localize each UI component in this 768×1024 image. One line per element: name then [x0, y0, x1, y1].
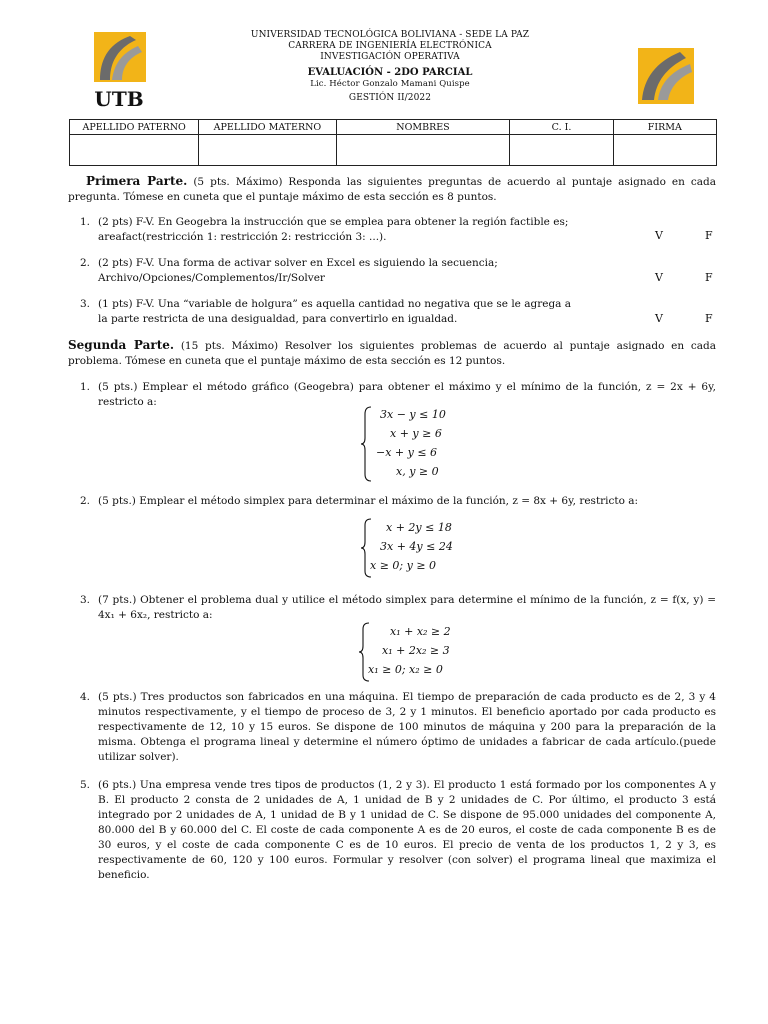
part2-intro-text: (15 pts. Máximo) Resolver los siguientes problemas de acuerdo al puntaje asignado en cada problema. Tómese en cuneta que el puntaje máximo de esta sección es 12 puntos.	[68, 340, 716, 367]
professor-name: Lic. Héctor Gonzalo Mamani Quispe	[310, 79, 470, 89]
part1-item-3: 3. (1 pts) F-V. Una “variable de holgura” es aquella cantidad no negativa que se le agrega a la parte restricta de una desigualdad, para convertirlo en igualdad.	[80, 298, 572, 325]
system-1	[360, 406, 480, 482]
svg-text:UTB: UTB	[94, 87, 144, 110]
university-name: UNIVERSIDAD TECNOLÓGICA BOLIVIANA - SEDE LA PAZ	[250, 30, 530, 40]
system-2	[360, 518, 480, 578]
option-f-3[interactable]: F	[705, 312, 713, 325]
system-3-row-1: x₁ + x₂ ≥ 2	[390, 625, 451, 638]
part1-intro-text: (5 pts. Máximo) Responda las siguientes preguntas de acuerdo al puntaje asignado en cada pregunta. Tómese en cuneta que el puntaje máximo de esta sección es 8 puntos.	[68, 176, 716, 203]
part1-item-2: 2. (2 pts) F-V. Una forma de activar solver en Excel es siguiendo la secuencia; Archivo/Opciones/Complementos/Ir/Solver	[80, 257, 498, 284]
part2-item-3: 3. (7 pts.) Obtener el problema dual y utilice el método simplex para determine el mínimo de la función, z = f(x, y) = 4x₁ + 6x₂, restricto a:	[80, 594, 716, 621]
system-1-row-1: 3x − y ≤ 10	[380, 408, 446, 421]
part1-title: Primera Parte.	[86, 174, 188, 188]
field-apellido-paterno[interactable]	[70, 135, 199, 166]
student-info-table	[69, 119, 717, 166]
part2-item-5: 5. (6 pts.) Una empresa vende tres tipos de productos (1, 2 y 3). El producto 1 está formado por los componentes A y B. El producto 2 consta de 2 unidades de A, 1 unidad de B y 2 unidades de C. Por último, el producto 3 está integrado por 2 unidades de A, 1 unidad de B y 1 unidad de C. Se dispone de 95.000 unidades del componente A, 80.000 del B y 60.000 del C. El coste de cada componente A es de 20 euros, el coste de cada componente B es de 30 euros, y el coste de cada componente C es de 10 euros. El precio de venta de los productos 1, 2 y 3, es respectivamente de 60, 120 y 100 euros. Formular y resolver (con solver) el programa lineal que maximiza el beneficio.	[80, 779, 716, 881]
system-2-row-1: x + 2y ≤ 18	[386, 521, 452, 534]
field-nombres[interactable]	[336, 135, 510, 166]
system-3-row-3: x₁ ≥ 0; x₂ ≥ 0	[368, 663, 443, 676]
system-1-row-4: x, y ≥ 0	[396, 465, 439, 478]
field-firma[interactable]	[613, 135, 716, 166]
system-2-row-2: 3x + 4y ≤ 24	[380, 540, 453, 553]
col-firma: FIRMA	[613, 120, 716, 135]
career-name: CARRERA DE INGENIERÍA ELECTRÓNICA	[288, 41, 492, 51]
col-nombres: NOMBRES	[336, 120, 510, 135]
option-f-1[interactable]: F	[705, 229, 713, 242]
col-apellido-materno: APELLIDO MATERNO	[199, 120, 336, 135]
exam-title: EVALUACIÓN - 2DO PARCIAL	[307, 67, 473, 78]
subject-name: INVESTIGACIÓN OPERATIVA	[320, 52, 460, 62]
system-1-row-2: x + y ≥ 6	[390, 427, 442, 440]
header-block	[210, 30, 570, 104]
system-2-row-3: x ≥ 0; y ≥ 0	[370, 559, 437, 572]
col-ci: C. I.	[510, 120, 613, 135]
part2-title: Segunda Parte.	[68, 338, 175, 352]
part2-intro	[68, 338, 716, 369]
option-v-3[interactable]: V	[655, 312, 663, 325]
utb-logo	[86, 30, 152, 110]
part1-item-1: 1. (2 pts) F-V. En Geogebra la instrucción que se emplea para obtener la región factible es; areafact(restricción 1: restricción 2: restricción 3: ...).	[80, 216, 569, 243]
part2-item-4: 4. (5 pts.) Tres productos son fabricados en una máquina. El tiempo de preparación de cada producto es de 2, 3 y 4 minutos respectivamente, y el tiempo de proceso de 3, 2 y 1 minutos. El beneficio aportado por cada producto es respectivamente de 12, 10 y 15 euros. Se dispone de 100 minutos de máquina y 200 para la preparación de la misma. Obtenga el programa lineal y determine el número óptimo de unidades a fabricar de cada artículo.(puede utilizar solver).	[80, 691, 716, 763]
col-apellido-paterno: APELLIDO PATERNO	[70, 120, 199, 135]
option-v-2[interactable]: V	[655, 271, 663, 284]
part1-intro	[68, 174, 716, 205]
utb-logo-right	[634, 46, 698, 106]
field-apellido-materno[interactable]	[199, 135, 336, 166]
option-v-1[interactable]: V	[655, 229, 663, 242]
term: GESTIÓN II/2022	[348, 93, 432, 103]
system-3	[358, 622, 478, 682]
option-f-2[interactable]: F	[705, 271, 713, 284]
system-1-row-3: −x + y ≤ 6	[376, 446, 438, 459]
field-ci[interactable]	[510, 135, 613, 166]
part2-item-1: 1. (5 pts.) Emplear el método gráfico (Geogebra) para obtener el máximo y el mínimo de la función, z = 2x + 6y, restricto a:	[80, 381, 716, 408]
system-3-row-2: x₁ + 2x₂ ≥ 3	[382, 644, 450, 657]
part2-item-2: 2. (5 pts.) Emplear el método simplex para determinar el máximo de la función, z = 8x + 6y, restricto a:	[80, 495, 639, 507]
